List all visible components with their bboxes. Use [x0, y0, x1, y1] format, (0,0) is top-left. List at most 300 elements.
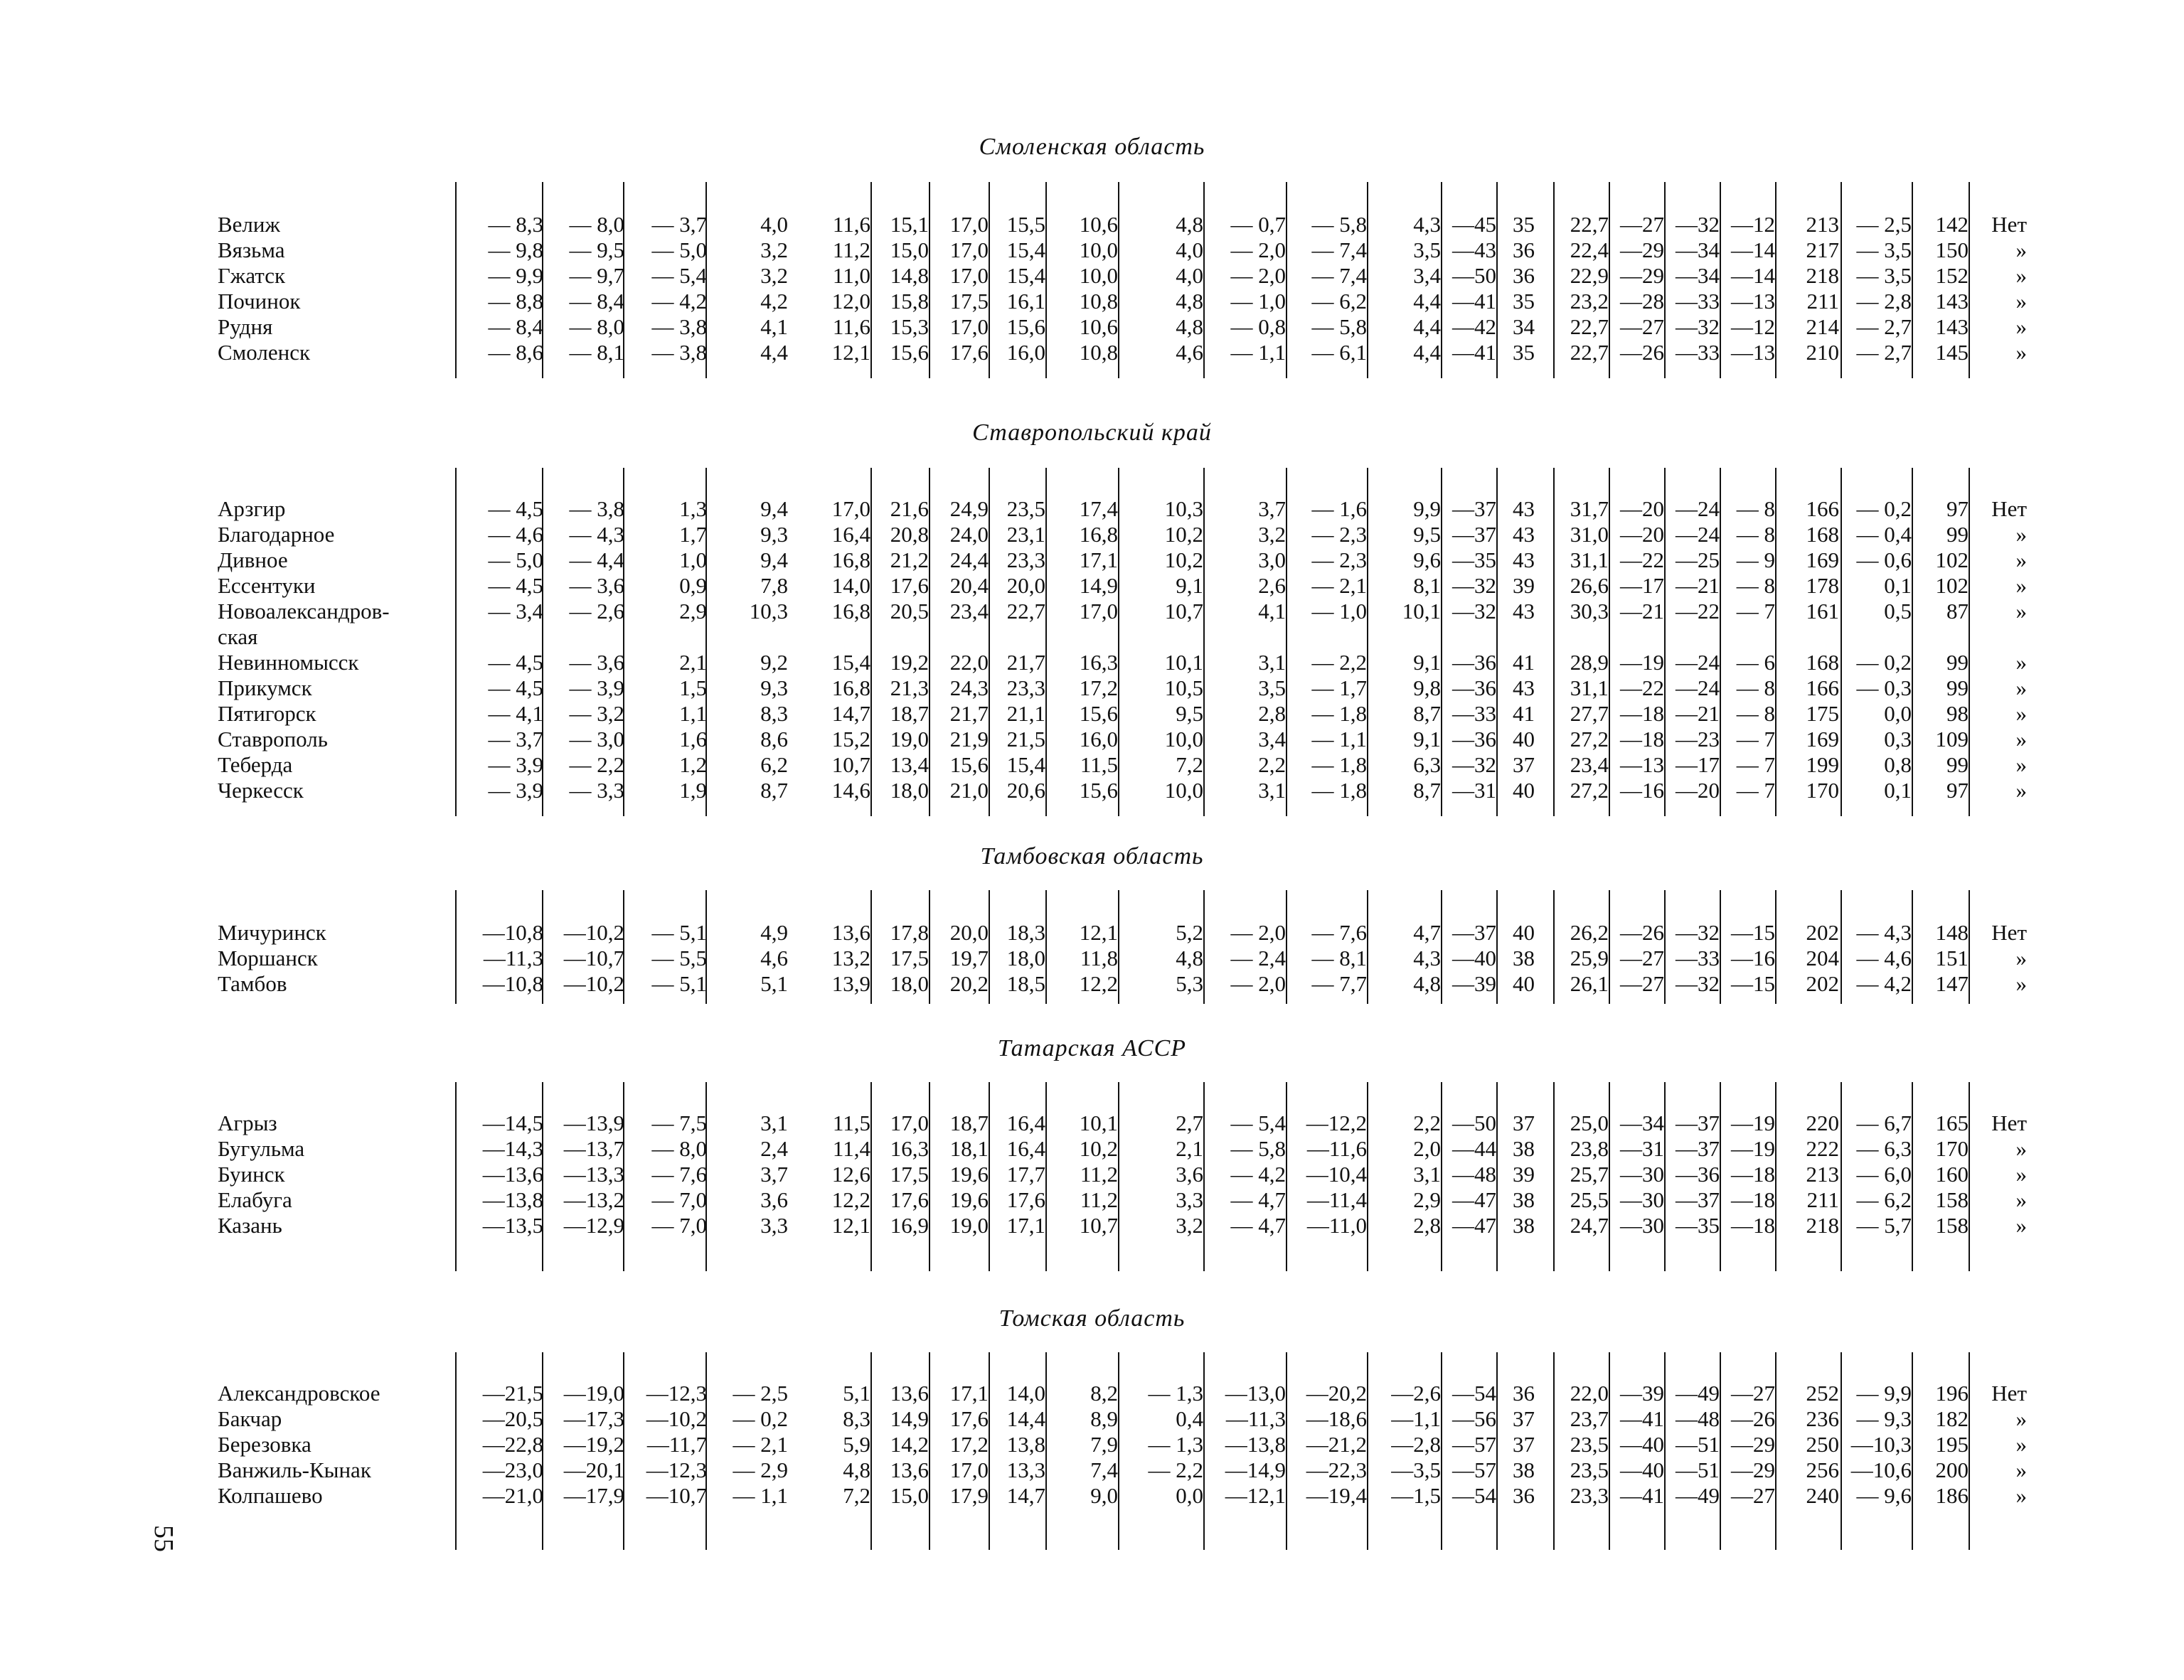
table-row: [0, 1213, 2184, 1238]
table-cell: — 9: [1736, 547, 1775, 572]
table-cell: 1,9: [679, 778, 707, 803]
station-name: Мичуринск: [218, 920, 326, 945]
table-cell: — 0,8: [1230, 314, 1286, 339]
table-cell: —24: [1676, 522, 1720, 547]
table-cell: 4,8: [843, 1457, 870, 1482]
table-cell: —31: [1620, 1136, 1664, 1161]
table-cell: — 8: [1736, 573, 1775, 598]
table-cell: 4,0: [760, 212, 788, 237]
table-cell: — 1,1: [1230, 340, 1286, 365]
table-cell: —22,8: [482, 1432, 543, 1457]
table-cell: —22: [1620, 547, 1664, 572]
table-cell: 142: [1935, 212, 1969, 237]
table-cell: 11,5: [832, 1111, 870, 1135]
table-cell: 9,1: [1176, 573, 1203, 598]
table-cell: 36: [1513, 237, 1535, 262]
table-cell: 18,0: [890, 971, 929, 996]
table-cell: 12,6: [831, 1162, 870, 1187]
table-cell: 31,7: [1570, 496, 1609, 521]
table-cell: 218: [1806, 1213, 1839, 1238]
table-cell: 40: [1513, 727, 1535, 751]
table-cell: 2,2: [1258, 752, 1286, 777]
table-cell: 12,1: [831, 340, 870, 365]
table-cell: 25,9: [1570, 946, 1609, 970]
table-cell: —40: [1620, 1432, 1664, 1457]
table-cell: 8,6: [760, 727, 788, 751]
table-row: [0, 1187, 2184, 1213]
table-cell: 37: [1513, 752, 1535, 777]
table-cell: —1,1: [1391, 1406, 1441, 1431]
table-cell: — 1,6: [1311, 496, 1367, 521]
table-cell: 17,6: [890, 1187, 929, 1212]
table-row: [0, 752, 2184, 778]
table-cell: —18: [1731, 1213, 1775, 1238]
table-cell: —14,9: [1225, 1457, 1286, 1482]
table-cell: 4,2: [760, 289, 788, 314]
table-cell: —15: [1731, 920, 1775, 945]
table-cell: 17,6: [949, 1406, 989, 1431]
table-cell: 0,1: [1884, 573, 1912, 598]
table-cell: 10,1: [1402, 599, 1441, 624]
table-cell: —33: [1676, 946, 1720, 970]
table-cell: —48: [1676, 1406, 1720, 1431]
table-row: [0, 237, 2184, 263]
table-cell: 7,2: [843, 1483, 870, 1508]
table-cell: — 4,5: [488, 573, 543, 598]
table-cell: 25,7: [1570, 1162, 1609, 1187]
table-cell: — 3,4: [488, 599, 543, 624]
table-cell: 18,5: [1006, 971, 1045, 996]
table-cell: 1,6: [679, 727, 707, 751]
table-cell: 20,0: [949, 920, 989, 945]
table-cell: — 3,7: [651, 212, 707, 237]
table-cell: 256: [1806, 1457, 1839, 1482]
table-cell: 8,7: [760, 778, 788, 803]
station-name: Ессентуки: [218, 573, 316, 598]
table-cell: 19,0: [949, 1213, 989, 1238]
table-cell: — 8,0: [651, 1136, 707, 1161]
table-cell: 25,0: [1570, 1111, 1609, 1135]
table-cell: —32: [1452, 573, 1496, 598]
table-cell: 9,1: [1413, 650, 1441, 675]
table-cell: — 6,2: [1311, 289, 1367, 314]
section-title: Смоленская область: [979, 134, 1205, 160]
table-cell: 4,4: [1413, 314, 1441, 339]
table-cell: Нет: [1991, 920, 2027, 945]
table-cell: —37: [1676, 1187, 1720, 1212]
table-cell: —47: [1452, 1187, 1496, 1212]
table-cell: 14,8: [890, 263, 929, 288]
table-row: [0, 212, 2184, 237]
table-cell: 43: [1513, 675, 1535, 700]
table-cell: 38: [1513, 1136, 1535, 1161]
station-name: Благодарное: [218, 522, 335, 547]
table-cell: 10,8: [1079, 340, 1118, 365]
table-cell: 15,0: [890, 1483, 929, 1508]
table-cell: —10,3: [1850, 1432, 1912, 1457]
table-cell: 43: [1513, 599, 1535, 624]
table-cell: 23,5: [1570, 1457, 1609, 1482]
table-cell: —34: [1676, 263, 1720, 288]
table-cell: — 4,6: [488, 522, 543, 547]
table-cell: 19,6: [949, 1162, 989, 1187]
table-cell: 17,2: [1079, 675, 1118, 700]
table-cell: 3,6: [760, 1187, 788, 1212]
table-cell: 8,7: [1413, 701, 1441, 726]
table-cell: —12,3: [646, 1381, 707, 1406]
table-cell: 10,7: [831, 752, 870, 777]
table-cell: 23,1: [1006, 522, 1045, 547]
table-cell: —39: [1620, 1381, 1664, 1406]
table-cell: 4,6: [1176, 340, 1203, 365]
table-cell: 23,7: [1570, 1406, 1609, 1431]
table-cell: 195: [1935, 1432, 1969, 1457]
table-cell: 9,5: [1176, 701, 1203, 726]
table-cell: — 6,7: [1856, 1111, 1912, 1135]
table-cell: —41: [1452, 340, 1496, 365]
table-cell: 17,5: [890, 1162, 929, 1187]
table-cell: 4,8: [1176, 314, 1203, 339]
table-cell: 4,4: [760, 340, 788, 365]
table-cell: — 4,2: [1856, 971, 1912, 996]
table-cell: —21,0: [482, 1483, 543, 1508]
table-cell: 3,7: [760, 1162, 788, 1187]
table-cell: —13,2: [563, 1187, 624, 1212]
table-cell: —29: [1731, 1432, 1775, 1457]
table-cell: —36: [1452, 675, 1496, 700]
table-cell: 12,1: [1079, 920, 1118, 945]
table-cell: —18: [1620, 727, 1664, 751]
table-cell: 22,7: [1570, 212, 1609, 237]
table-cell: 0,1: [1884, 778, 1912, 803]
table-cell: 3,3: [760, 1213, 788, 1238]
table-cell: —12,9: [563, 1213, 624, 1238]
table-cell: — 2,5: [733, 1381, 788, 1406]
table-cell: 16,8: [1079, 522, 1118, 547]
table-cell: — 1,0: [1311, 599, 1367, 624]
station-name: Агрыз: [218, 1111, 277, 1135]
table-cell: —35: [1676, 1213, 1720, 1238]
table-cell: 16,0: [1079, 727, 1118, 751]
table-cell: 16,8: [831, 599, 870, 624]
table-cell: —42: [1452, 314, 1496, 339]
table-cell: 11,5: [1080, 752, 1118, 777]
table-cell: — 2,8: [1856, 289, 1912, 314]
table-cell: 9,8: [1413, 675, 1441, 700]
table-cell: »: [2015, 314, 2027, 339]
table-cell: 7,8: [760, 573, 788, 598]
table-cell: 143: [1935, 314, 1969, 339]
table-cell: — 4,3: [569, 522, 624, 547]
table-cell: »: [2015, 1136, 2027, 1161]
table-cell: 10,2: [1164, 522, 1203, 547]
table-cell: —13: [1731, 340, 1775, 365]
table-cell: 10,0: [1164, 778, 1203, 803]
table-cell: 7,2: [1176, 752, 1203, 777]
table-cell: 15,2: [831, 727, 870, 751]
table-cell: 31,1: [1570, 675, 1609, 700]
station-name: Тамбов: [218, 971, 287, 996]
table-cell: — 1,8: [1311, 701, 1367, 726]
table-cell: 17,6: [1006, 1187, 1045, 1212]
table-cell: 16,3: [1079, 650, 1118, 675]
table-cell: —41: [1620, 1406, 1664, 1431]
table-cell: 4,1: [1258, 599, 1286, 624]
table-cell: 99: [1946, 675, 1969, 700]
table-cell: — 6,0: [1856, 1162, 1912, 1187]
table-row: [0, 778, 2184, 803]
table-row: [0, 920, 2184, 946]
table-cell: 43: [1513, 496, 1535, 521]
station-name: Ванжиль-Кынак: [218, 1457, 371, 1482]
table-cell: 2,6: [1258, 573, 1286, 598]
table-cell: 196: [1935, 1381, 1969, 1406]
table-cell: 166: [1806, 675, 1839, 700]
table-cell: 18,1: [949, 1136, 989, 1161]
table-cell: 3,1: [1258, 650, 1286, 675]
table-cell: — 1,7: [1311, 675, 1367, 700]
table-cell: 23,8: [1570, 1136, 1609, 1161]
table-cell: — 3,6: [569, 573, 624, 598]
table-cell: 4,8: [1413, 971, 1441, 996]
table-cell: —26: [1731, 1406, 1775, 1431]
table-cell: —12,3: [646, 1457, 707, 1482]
table-cell: —21: [1676, 701, 1720, 726]
table-cell: 11,6: [832, 314, 870, 339]
table-cell: — 2,2: [1148, 1457, 1203, 1482]
table-cell: 3,1: [760, 1111, 788, 1135]
table-cell: 16,3: [890, 1136, 929, 1161]
table-cell: 10,0: [1079, 263, 1118, 288]
table-cell: 143: [1935, 289, 1969, 314]
table-cell: 31,1: [1570, 547, 1609, 572]
table-cell: —14,3: [482, 1136, 543, 1161]
table-cell: 1,5: [679, 675, 707, 700]
table-cell: —37: [1452, 522, 1496, 547]
table-cell: — 1,0: [1230, 289, 1286, 314]
table-cell: 1,1: [679, 701, 707, 726]
table-cell: »: [2015, 1187, 2027, 1212]
table-cell: —35: [1452, 547, 1496, 572]
table-cell: 158: [1935, 1187, 1969, 1212]
table-cell: —29: [1731, 1457, 1775, 1482]
table-cell: —21,5: [482, 1381, 543, 1406]
table-cell: — 6,2: [1856, 1187, 1912, 1212]
table-cell: —21: [1620, 599, 1664, 624]
table-cell: — 9,9: [1856, 1381, 1912, 1406]
table-cell: 37: [1513, 1406, 1535, 1431]
table-cell: — 2,5: [1856, 212, 1912, 237]
table-cell: 23,4: [1570, 752, 1609, 777]
table-cell: —24: [1676, 675, 1720, 700]
table-cell: 13,2: [831, 946, 870, 970]
table-cell: 19,7: [949, 946, 989, 970]
table-cell: 26,1: [1570, 971, 1609, 996]
table-cell: 182: [1935, 1406, 1969, 1431]
table-cell: 9,0: [1090, 1483, 1118, 1508]
table-cell: 15,3: [890, 314, 929, 339]
table-cell: 0,8: [1884, 752, 1912, 777]
table-cell: 22,7: [1570, 314, 1609, 339]
table-cell: 40: [1513, 971, 1535, 996]
table-cell: —57: [1452, 1432, 1496, 1457]
table-cell: —13,7: [563, 1136, 624, 1161]
table-cell: 21,9: [949, 727, 989, 751]
table-cell: 19,6: [949, 1187, 989, 1212]
table-cell: 10,3: [1164, 496, 1203, 521]
table-cell: 26,2: [1570, 920, 1609, 945]
table-cell: 13,4: [890, 752, 929, 777]
table-cell: 5,3: [1176, 971, 1203, 996]
table-cell: —45: [1452, 212, 1496, 237]
table-cell: —40: [1620, 1457, 1664, 1482]
table-row: [0, 1432, 2184, 1457]
table-cell: —17,3: [563, 1406, 624, 1431]
station-name: Смоленск: [218, 340, 311, 365]
table-cell: —19,0: [563, 1381, 624, 1406]
table-cell: —19: [1731, 1111, 1775, 1135]
table-cell: 9,2: [760, 650, 788, 675]
table-cell: —13,9: [563, 1111, 624, 1135]
table-cell: 158: [1935, 1213, 1969, 1238]
table-cell: 19,2: [890, 650, 929, 675]
table-cell: —33: [1676, 340, 1720, 365]
table-cell: 11,8: [1080, 946, 1118, 970]
table-cell: 22,4: [1570, 237, 1609, 262]
table-cell: —17,9: [563, 1483, 624, 1508]
table-cell: — 5,1: [651, 971, 707, 996]
station-name: Черкесск: [218, 778, 304, 803]
table-cell: — 9,9: [488, 263, 543, 288]
table-cell: 166: [1806, 496, 1839, 521]
table-cell: —37: [1452, 496, 1496, 521]
table-cell: —21,2: [1306, 1432, 1367, 1457]
table-cell: 3,4: [1413, 263, 1441, 288]
table-cell: 21,3: [890, 675, 929, 700]
table-cell: 210: [1806, 340, 1839, 365]
table-cell: 10,1: [1079, 1111, 1118, 1135]
table-cell: — 5,4: [1230, 1111, 1286, 1135]
table-cell: »: [2015, 237, 2027, 262]
table-cell: 30,3: [1570, 599, 1609, 624]
table-cell: 14,0: [831, 573, 870, 598]
table-cell: 10,6: [1079, 212, 1118, 237]
table-cell: —39: [1452, 971, 1496, 996]
table-row: [0, 1136, 2184, 1162]
table-cell: 34: [1513, 314, 1535, 339]
table-cell: 21,7: [949, 701, 989, 726]
table-cell: —54: [1452, 1483, 1496, 1508]
table-cell: 2,1: [679, 650, 707, 675]
table-cell: 17,0: [949, 1457, 989, 1482]
table-cell: — 4,3: [1856, 920, 1912, 945]
table-cell: —20: [1620, 496, 1664, 521]
table-cell: 4,3: [1413, 212, 1441, 237]
section-title: Татарская АССР: [997, 1035, 1187, 1061]
table-cell: 4,4: [1413, 289, 1441, 314]
table-cell: —12: [1731, 212, 1775, 237]
table-cell: 22,7: [1570, 340, 1609, 365]
page-number: 55: [149, 1525, 179, 1552]
table-cell: —51: [1676, 1432, 1720, 1457]
table-cell: — 0,6: [1856, 547, 1912, 572]
table-cell: — 8,8: [488, 289, 543, 314]
table-cell: —47: [1452, 1213, 1496, 1238]
table-cell: 9,9: [1413, 496, 1441, 521]
table-cell: 17,5: [890, 946, 929, 970]
table-cell: 220: [1806, 1111, 1839, 1135]
table-cell: —26: [1620, 920, 1664, 945]
table-row: [0, 340, 2184, 365]
table-cell: 2,0: [1413, 1136, 1441, 1161]
table-cell: 0,0: [1884, 701, 1912, 726]
table-cell: 17,1: [949, 1381, 989, 1406]
table-cell: — 5,8: [1311, 212, 1367, 237]
table-cell: 3,0: [1258, 547, 1286, 572]
table-cell: 7,9: [1090, 1432, 1118, 1457]
table-cell: 17,0: [949, 237, 989, 262]
table-cell: »: [2015, 1213, 2027, 1238]
table-cell: 99: [1946, 752, 1969, 777]
table-cell: — 7,6: [1311, 920, 1367, 945]
table-cell: 17,1: [1006, 1213, 1045, 1238]
table-cell: — 2,2: [569, 752, 624, 777]
table-cell: — 8,0: [569, 314, 624, 339]
table-cell: — 0,2: [1856, 650, 1912, 675]
table-cell: 4,0: [1176, 263, 1203, 288]
station-name: Теберда: [218, 752, 293, 777]
table-cell: 169: [1806, 727, 1839, 751]
table-cell: 18,0: [890, 778, 929, 803]
table-row: [0, 1406, 2184, 1432]
table-cell: 35: [1513, 340, 1535, 365]
table-cell: —20,2: [1306, 1381, 1367, 1406]
table-cell: — 4,2: [1230, 1162, 1286, 1187]
station-name: Рудня: [218, 314, 273, 339]
table-cell: —17: [1676, 752, 1720, 777]
table-cell: — 8,6: [488, 340, 543, 365]
table-cell: 213: [1806, 212, 1839, 237]
table-row: [0, 624, 2184, 650]
table-cell: —1,5: [1391, 1483, 1441, 1508]
table-cell: 9,6: [1413, 547, 1441, 572]
table-cell: —44: [1452, 1136, 1496, 1161]
table-cell: 15,1: [890, 212, 929, 237]
table-cell: 151: [1935, 946, 1969, 970]
table-cell: 102: [1935, 547, 1969, 572]
table-cell: 97: [1946, 496, 1969, 521]
station-name: Починок: [218, 289, 301, 314]
table-cell: »: [2015, 752, 2027, 777]
table-cell: —32: [1676, 920, 1720, 945]
table-cell: —14: [1731, 263, 1775, 288]
table-cell: 22,9: [1570, 263, 1609, 288]
table-cell: — 0,4: [1856, 522, 1912, 547]
table-cell: 23,5: [1570, 1432, 1609, 1457]
table-cell: 9,4: [760, 496, 788, 521]
table-cell: 3,2: [1258, 522, 1286, 547]
table-cell: — 1,1: [733, 1483, 788, 1508]
table-cell: 31,0: [1570, 522, 1609, 547]
table-cell: 12,1: [831, 1213, 870, 1238]
table-cell: »: [2015, 263, 2027, 288]
table-cell: —12: [1731, 314, 1775, 339]
table-cell: — 7: [1736, 778, 1775, 803]
table-cell: 5,9: [843, 1432, 870, 1457]
table-cell: —13,8: [482, 1187, 543, 1212]
table-cell: 21,1: [1006, 701, 1045, 726]
table-cell: — 5,5: [651, 946, 707, 970]
